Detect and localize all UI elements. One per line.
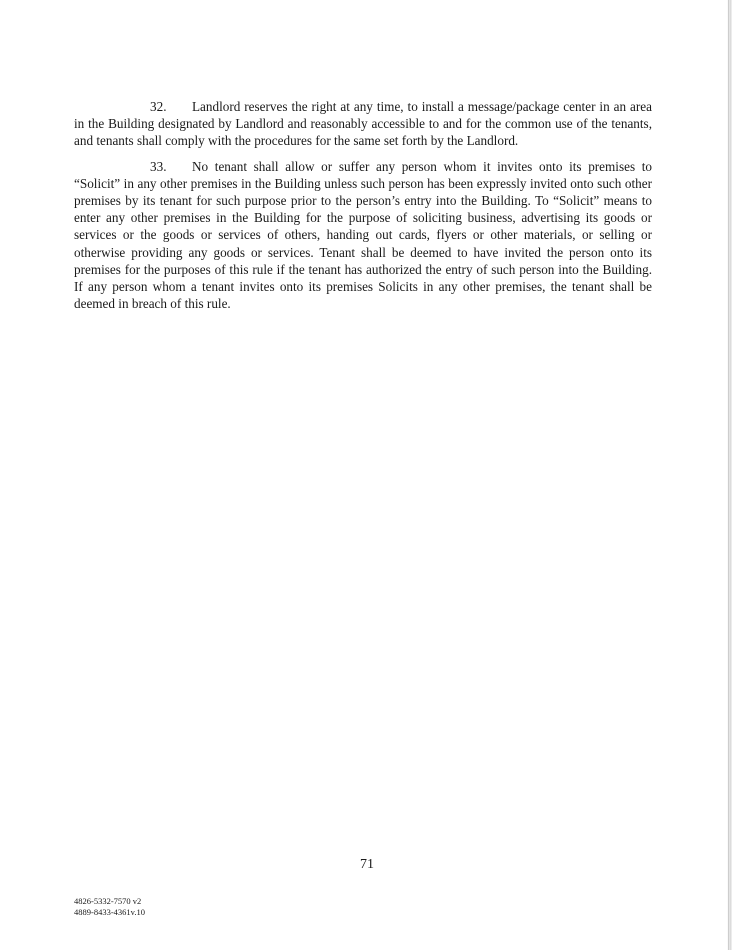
scan-edge-line	[728, 0, 729, 950]
page-number: 71	[360, 857, 374, 872]
document-id: 4889-8433-4361v.10	[74, 907, 145, 917]
body-text	[74, 98, 652, 320]
paragraph-number: 32.	[150, 99, 167, 114]
paragraph-text: No tenant shall allow or suffer any person whom it invites onto its premises to “Solicit” in any other premises in the Building unless such person has been expressly invited onto such other premises by its tenant for such purpose prior to the person’s entry into the Building. To “Solicit” means to enter any other premises in the Building for the purpose of soliciting business, advertising its goods or services or the goods or services of others, handing out cards, flyers or other materials, or selling or otherwise providing any goods or services. Tenant shall be deemed to have invited the person onto its premises for the purposes of this rule if the tenant has authorized the entry of such person into the Building. If any person whom a tenant invites onto its premises Solicits in any other premises, the tenant shall be deemed in breach of this rule.	[74, 158, 652, 312]
paragraph-33	[74, 158, 652, 313]
document-identifiers	[74, 896, 145, 918]
paragraph-number: 33.	[150, 158, 167, 174]
paragraph-32	[74, 98, 652, 150]
paragraph-text: Landlord reserves the right at any time, to install a message/package center in an area in the Building designated by Landlord and reasonably accessible to and for the common use of the tenants, and tenants shall comply with the procedures for the same set forth by the Landlord.	[74, 99, 652, 149]
document-id: 4826-5332-7570 v2	[74, 896, 142, 906]
